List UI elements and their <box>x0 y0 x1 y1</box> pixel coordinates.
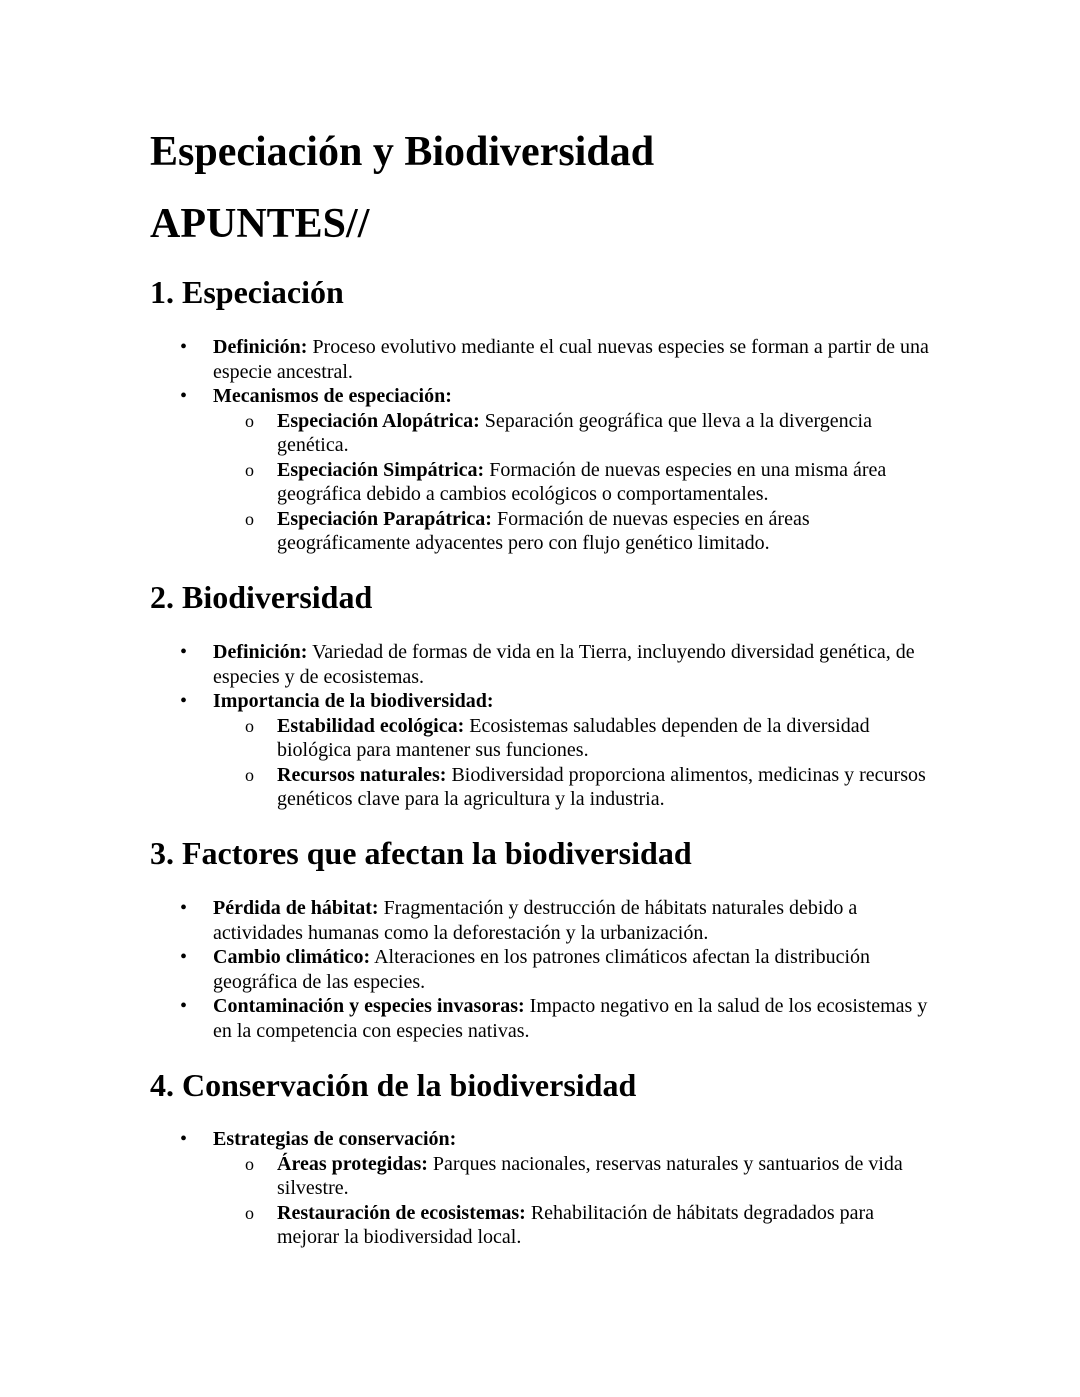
circle-bullet-icon: o <box>245 410 254 431</box>
sublist-item <box>213 763 940 812</box>
item-term: Definición: <box>213 641 308 663</box>
subitem-text: Rehabilitación de hábitats degradados para mejorar la biodiversidad local. <box>277 1201 875 1248</box>
section-heading-factores: 3. Factores que afectan la biodiversidad <box>150 835 692 871</box>
subitem-term: Especiación Simpátrica: <box>277 458 485 481</box>
bullet-icon: • <box>180 897 188 919</box>
circle-bullet-icon: o <box>245 764 254 785</box>
subitem-text: Parques nacionales, reservas naturales y santuarios de vida silvestre. <box>277 1152 903 1199</box>
subitem-text: Formación de nuevas especies en áreas geográficamente adyacentes pero con flujo genético limitado. <box>277 507 810 554</box>
circle-bullet-icon: o <box>245 1202 254 1223</box>
item-term: Mecanismos de especiación: <box>213 385 452 407</box>
item-term: Estrategias de conservación: <box>213 1128 457 1150</box>
sublist <box>213 714 940 812</box>
list-item <box>150 384 940 556</box>
bullet-icon: • <box>180 336 188 358</box>
section-list-factores <box>150 896 940 1043</box>
sublist-item <box>213 1152 940 1201</box>
subitem-term: Especiación Parapátrica: <box>277 507 492 530</box>
item-text: Proceso evolutivo mediante el cual nuevas especies se forman a partir de una especie ancestral. <box>213 336 929 383</box>
circle-bullet-icon: o <box>245 1153 254 1174</box>
document-subtitle: APUNTES// <box>150 201 370 247</box>
subitem-text: Formación de nuevas especies en una misma área geográfica debido a cambios ecológicos o comportamentales. <box>277 458 887 505</box>
sublist <box>213 409 940 556</box>
circle-bullet-icon: o <box>245 715 254 736</box>
subitem-term: Restauración de ecosistemas: <box>277 1201 526 1224</box>
sublist-item <box>213 714 940 763</box>
sublist-item <box>213 458 940 507</box>
bullet-icon: • <box>180 995 188 1017</box>
document-title: Especiación y Biodiversidad <box>150 129 655 175</box>
list-item <box>150 896 940 945</box>
subitem-term: Áreas protegidas: <box>277 1152 428 1175</box>
item-text: Impacto negativo en la salud de los ecosistemas y en la competencia con especies nativas. <box>213 995 928 1042</box>
circle-bullet-icon: o <box>245 459 254 480</box>
bullet-icon: • <box>180 385 188 407</box>
item-term: Definición: <box>213 336 308 358</box>
subitem-text: Separación geográfica que lleva a la divergencia genética. <box>277 409 872 456</box>
subitem-text: Ecosistemas saludables dependen de la diversidad biológica para mantener sus funciones. <box>277 714 870 761</box>
circle-bullet-icon: o <box>245 508 254 529</box>
list-item <box>150 640 940 689</box>
subitem-text: Biodiversidad proporciona alimentos, medicinas y recursos genéticos clave para la agricultura y la industria. <box>277 763 926 810</box>
section-heading-especiacion: 1. Especiación <box>150 274 344 310</box>
item-term: Cambio climático: <box>213 946 371 968</box>
item-text: Variedad de formas de vida en la Tierra, incluyendo diversidad genética, de especies y de ecosistemas. <box>213 641 915 688</box>
bullet-icon: • <box>180 690 188 712</box>
sublist-item <box>213 1201 940 1250</box>
section-list-biodiversidad <box>150 640 940 812</box>
section-heading-biodiversidad: 2. Biodiversidad <box>150 579 373 615</box>
list-item <box>150 689 940 812</box>
bullet-icon: • <box>180 946 188 968</box>
item-term: Contaminación y especies invasoras: <box>213 995 525 1017</box>
item-term: Importancia de la biodiversidad: <box>213 690 494 712</box>
list-item <box>150 335 940 384</box>
sublist-item <box>213 409 940 458</box>
sublist-item <box>213 507 940 556</box>
sublist <box>213 1152 940 1250</box>
bullet-icon: • <box>180 641 188 663</box>
item-text: Alteraciones en los patrones climáticos afectan la distribución geográfica de las especies. <box>213 946 871 993</box>
section-list-conservacion <box>150 1127 940 1250</box>
list-item <box>150 994 940 1043</box>
subitem-term: Estabilidad ecológica: <box>277 714 465 737</box>
subitem-term: Recursos naturales: <box>277 763 447 786</box>
section-heading-conservacion: 4. Conservación de la biodiversidad <box>150 1067 637 1103</box>
list-item <box>150 945 940 994</box>
bullet-icon: • <box>180 1128 188 1150</box>
section-list-especiacion <box>150 335 940 556</box>
subitem-term: Especiación Alopátrica: <box>277 409 480 432</box>
list-item <box>150 1127 940 1250</box>
item-term: Pérdida de hábitat: <box>213 897 379 919</box>
item-text: Fragmentación y destrucción de hábitats naturales debido a actividades humanas como la deforestación y la urbanización. <box>213 897 858 944</box>
